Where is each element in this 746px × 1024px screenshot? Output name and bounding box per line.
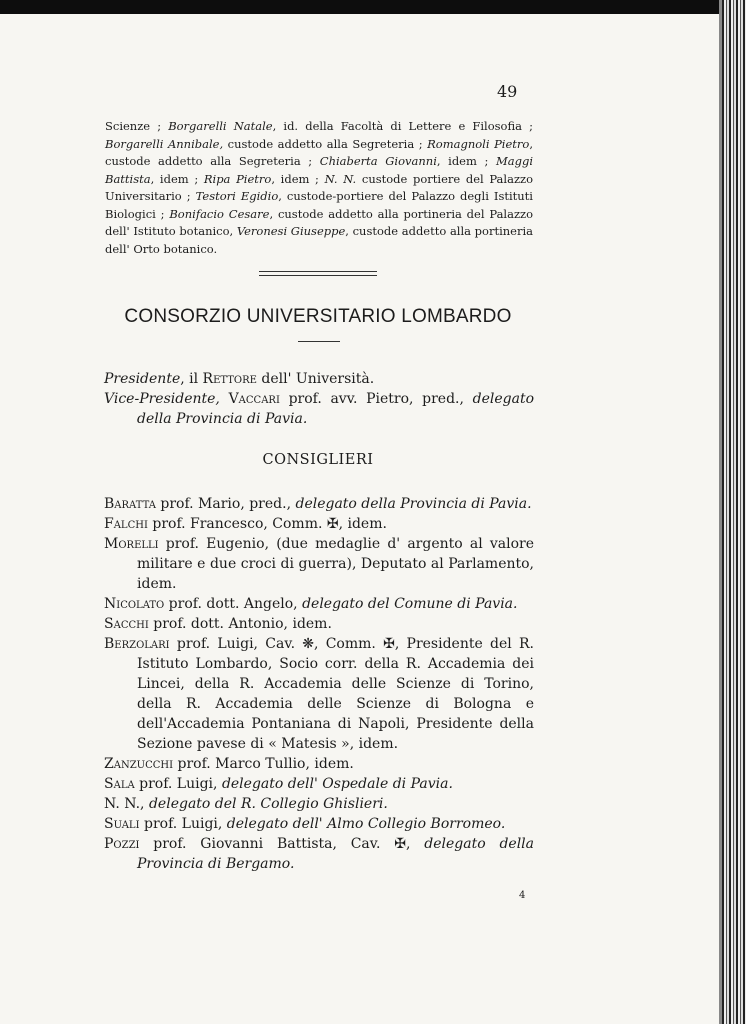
subheading-text: CONSIGLIERI: [262, 452, 374, 468]
corner-mark: 4: [519, 890, 526, 901]
officer-entry: [104, 369, 534, 389]
staff-text: , id. della Facoltà di Lettere e Filosofia ;: [272, 119, 533, 133]
member-details: prof. dott. Antonio, idem.: [148, 616, 332, 632]
member-entry: [104, 514, 534, 534]
member-details: prof. Mario, pred.,: [155, 496, 296, 512]
staff-name: Borgarelli Annibale,: [105, 136, 224, 151]
officer-name: Vaccari: [228, 391, 280, 407]
member-details: prof. Marco Tullio, idem.: [173, 756, 354, 772]
officer-name: Rettore: [202, 371, 257, 387]
member-details: prof. dott. Angelo,: [164, 596, 303, 612]
member-name: Baratta: [104, 496, 156, 512]
member-entry: [104, 634, 534, 754]
book-edge: [722, 0, 746, 1024]
staff-text: custode addetto alla Segreteria ;: [223, 136, 428, 151]
staff-text: , custode-portiere del Palazzo degli Istituti Biologici ;: [105, 189, 533, 221]
member-details: prof. Francesco, Comm. ✠, idem.: [147, 516, 387, 532]
staff-name: Maggi Battista: [105, 154, 534, 186]
book-edge-shadow: [719, 0, 722, 1024]
staff-text: custode portiere del Palazzo Universitario ;: [105, 171, 533, 203]
officer-role: Vice-Presidente,: [104, 391, 220, 407]
member-name: Sacchi: [104, 616, 149, 632]
staff-name: Veronesi Giuseppe: [236, 224, 346, 238]
staff-name: Bonifacio Cesare: [169, 206, 270, 221]
officer-sep: , il: [180, 371, 203, 387]
member-entry: [104, 534, 534, 594]
staff-name: N. N.: [324, 171, 357, 186]
member-name: Falchi: [104, 516, 148, 532]
member-entry: [104, 834, 534, 874]
section-title: [0, 306, 746, 328]
member-name: Berzolari: [104, 636, 170, 652]
member-name: Nicolato: [104, 596, 165, 612]
member-delegation: delegato del R. Collegio Ghislieri.: [148, 796, 388, 812]
members-list: [104, 494, 534, 874]
officer-sep: [220, 391, 229, 407]
staff-paragraph-text: [105, 118, 533, 258]
officers-list: [104, 369, 534, 429]
member-entry: [104, 774, 534, 794]
member-name: Pozzi: [104, 836, 140, 852]
member-details: prof. Luigi,: [139, 816, 227, 832]
member-delegation: delegato dell' Ospedale di Pavia.: [221, 776, 453, 792]
title-underline: [298, 341, 340, 342]
section-title-text: CONSORZIO UNIVERSITARIO LOMBARDO: [124, 306, 512, 327]
member-name: Suali: [104, 816, 140, 832]
staff-text: , custode addetto alla portineria del Palazzo dell' Istituto botanico,: [105, 206, 534, 238]
officer-role: Presidente: [104, 371, 181, 387]
staff-text: Scienze ;: [105, 119, 169, 133]
officer-rest: dell' Università.: [256, 371, 375, 387]
member-entry: [104, 594, 534, 614]
member-entry: [104, 614, 534, 634]
divider-rule-bottom: [259, 275, 377, 276]
subheading: [0, 452, 746, 468]
staff-text: , custode addetto alla Segreteria ;: [105, 136, 533, 168]
staff-name: Borgarelli Natale: [168, 119, 273, 133]
staff-text: , custode addetto alla portineria dell' Orto botanico.: [105, 224, 533, 256]
officer-delegation: delegato della Provincia di Pavia.: [137, 391, 534, 427]
divider-rule-top: [259, 271, 377, 272]
page-number: 49: [497, 82, 518, 101]
member-details: prof. Eugenio, (due medaglie d' argento al valore militare e due croci di guerra), Deputato al Parlamento, idem.: [137, 536, 534, 592]
member-name: Sala: [104, 776, 135, 792]
staff-text: , idem ;: [150, 171, 204, 186]
staff-name: Romagnoli Pietro: [427, 136, 530, 151]
member-name: N. N.,: [104, 796, 145, 812]
staff-text: , idem ;: [271, 171, 325, 186]
member-name: Zanzucchi: [104, 756, 174, 772]
member-details: prof. Luigi, Cav. ❋, Comm. ✠, Presidente del R. Istituto Lombardo, Socio corr. della R. Accademia dei Lincei, della R. Accademia delle Scienze di Torino, della R. Accademia delle Scienze di Bologna e dell'Accademia Pontaniana di Napoli, Presidente della Sezione pavese di « Matesis », idem.: [137, 636, 534, 752]
officer-entry: [104, 389, 534, 429]
member-entry: [104, 494, 534, 514]
member-entry: [104, 814, 534, 834]
staff-name: Testori Egidio: [195, 189, 279, 203]
officer-rest: prof. avv. Pietro, pred.,: [279, 391, 473, 407]
member-delegation: delegato del Comune di Pavia.: [302, 596, 518, 612]
member-details: prof. Giovanni Battista, Cav. ✠,: [139, 836, 425, 852]
member-entry: [104, 794, 534, 814]
scan-top-border: [0, 0, 746, 14]
member-details: prof. Luigi,: [134, 776, 222, 792]
staff-name: Chiaberta Giovanni: [319, 154, 437, 168]
member-name: Morelli: [104, 536, 159, 552]
staff-name: Ripa Pietro: [203, 171, 272, 186]
member-delegation: delegato della Provincia di Pavia.: [295, 496, 532, 512]
staff-paragraph: [105, 118, 533, 258]
member-delegation: delegato della Provincia di Bergamo.: [137, 836, 535, 872]
staff-text: , idem ;: [436, 154, 496, 168]
member-entry: [104, 754, 534, 774]
member-delegation: delegato dell' Almo Collegio Borromeo.: [226, 816, 506, 832]
